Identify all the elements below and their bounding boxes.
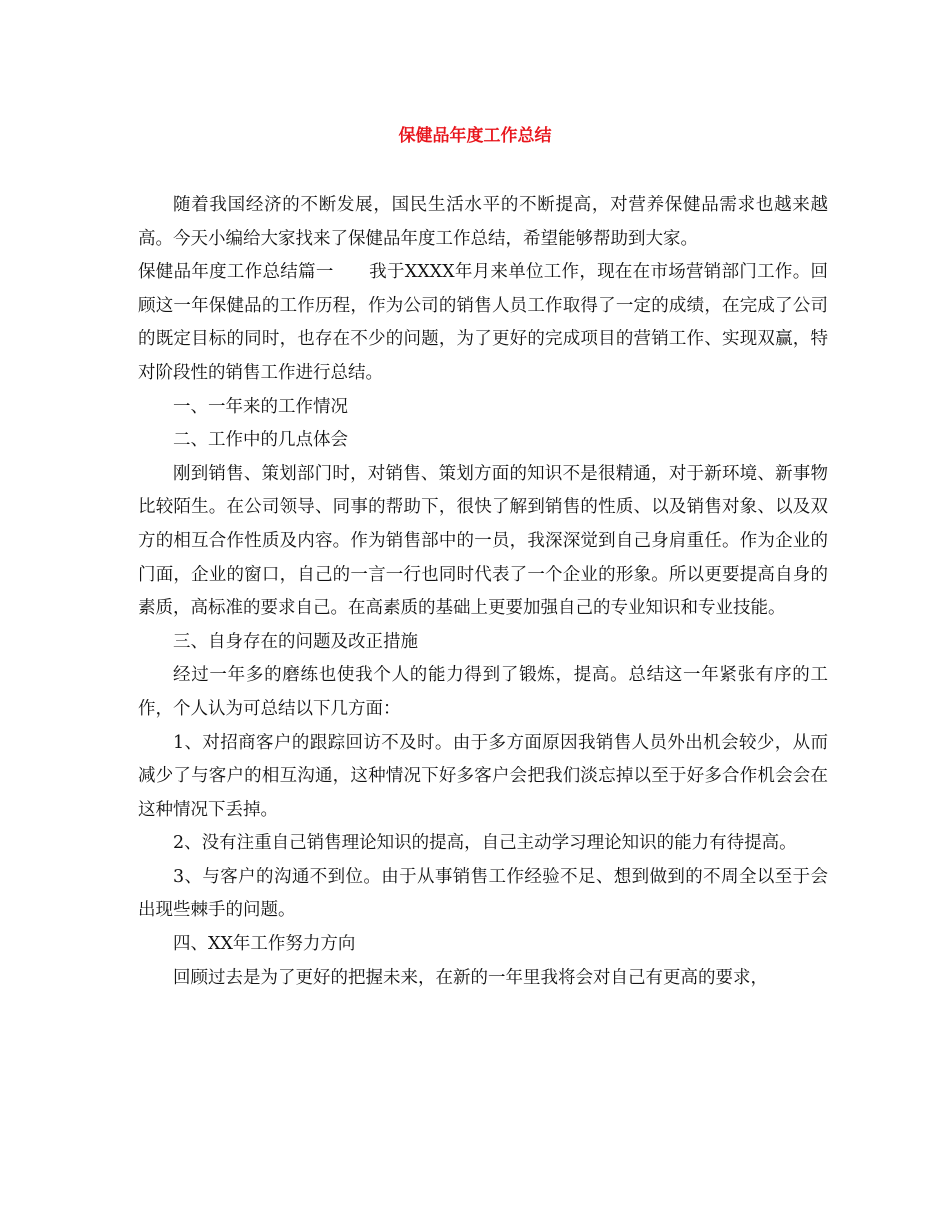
heading-work-situation: 一、一年来的工作情况 [173, 396, 348, 417]
list-item-problem-2: 2、没有注重自己销售理论知识的提高，自己主动学习理论知识的能力有待提高。 [173, 833, 797, 854]
list-item-problem-3: 3、与客户的沟通不到位。由于从事销售工作经验不足、想到做到的不周全以至于会出现些棘手的问题。 [138, 866, 828, 921]
heading-future-direction: 四、XX年工作努力方向 [173, 934, 356, 955]
paragraph-future-direction: 回顾过去是为了更好的把握未来，在新的一年里我将会对自己有更高的要求， [173, 967, 768, 988]
heading-experience: 二、工作中的几点体会 [173, 430, 348, 451]
paragraph-intro: 随着我国经济的不断发展，国民生活水平的不断提高，对营养保健品需求也越来越高。今天小编给大家找来了保健品年度工作总结，希望能够帮助到大家。 [138, 195, 828, 249]
paragraph-problems-summary: 经过一年多的磨练也使我个人的能力得到了锻炼，提高。总结这一年紧张有序的工作，个人认为可总结以下几方面： [138, 665, 828, 719]
list-item-problem-1: 1、对招商客户的跟踪回访不及时。由于多方面原因我销售人员外出机会较少，从而减少了与客户的相互沟通，这种情况下好多客户会把我们淡忘掉以至于好多合作机会会在这种情况下丢掉。 [138, 732, 828, 820]
paragraph-section-one-opening: 保健品年度工作总结篇一 我于XXXX年月来单位工作，现在在市场营销部门工作。回顾这一年保健品的工作历程，作为公司的销售人员工作取得了一定的成绩，在完成了公司的既定目标的同时，也存在不少的问题，为了更好的完成项目的营销工作、实现双赢，特对阶段性的销售工作进行总结。 [138, 262, 828, 383]
document-title: 保健品年度工作总结 [398, 126, 552, 146]
heading-problems: 三、自身存在的问题及改正措施 [173, 631, 418, 652]
document-body [138, 189, 828, 995]
paragraph-experience: 刚到销售、策划部门时，对销售、策划方面的知识不是很精通，对于新环境、新事物比较陌生。在公司领导、同事的帮助下，很快了解到销售的性质、以及销售对象、以及双方的相互合作性质及内容。作为销售部中的一员，我深深觉到自己身肩重任。作为企业的门面，企业的窗口，自己的一言一行也同时代表了一个企业的形象。所以更要提高自身的素质，高标准的要求自己。在高素质的基础上更要加强自己的专业知识和专业技能。 [138, 463, 828, 619]
